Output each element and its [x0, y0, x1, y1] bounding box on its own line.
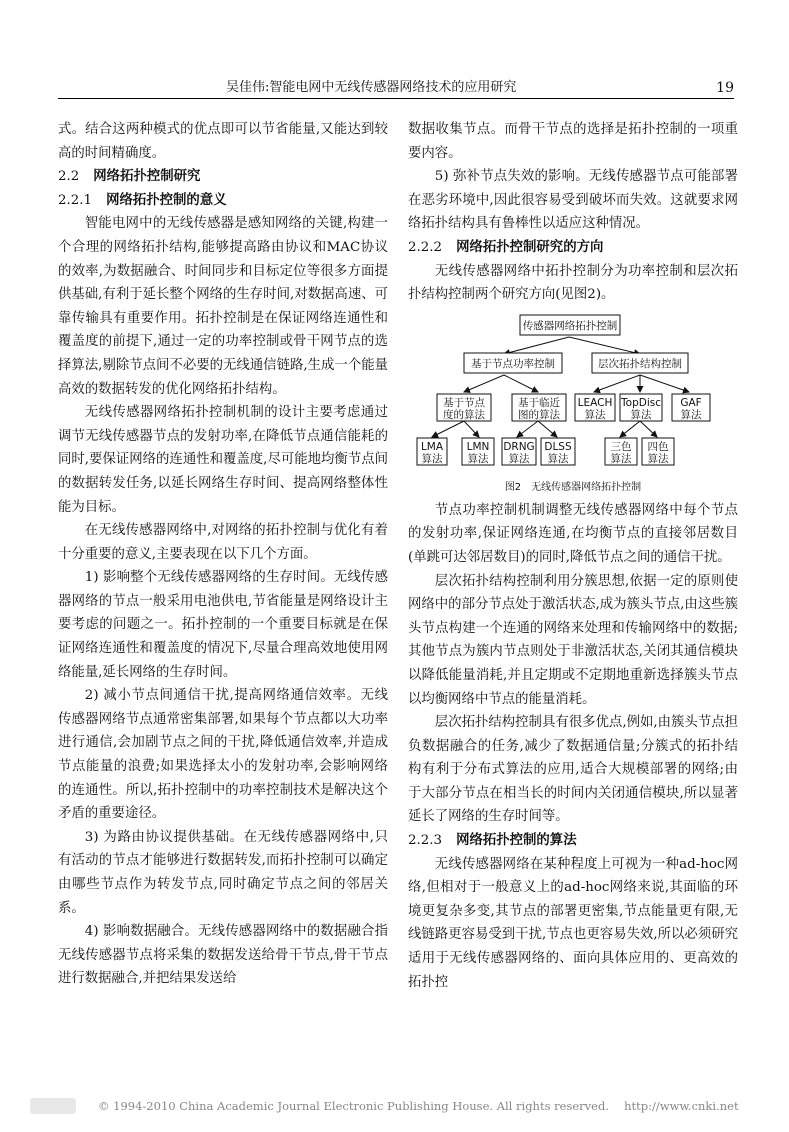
label-leach-2: 算法 [584, 408, 606, 421]
paragraph: 无线传感器网络中拓扑控制分为功率控制和层次拓扑结构控制两个研究方向(见图2)。 [408, 263, 738, 303]
paragraph: 无线传感器网络在某种程度上可视为一种ad-hoc网络,但相对于一般意义上的ad-hoc网络来说,其面临的环境更复杂多变,其节点的部署更密集,节点能量更有限,无线链路更容易受到干扰,节点也更容易失效,所以必须研究适用于无线传感器网络的、面向具体应用的、更高效的拓扑控 [408, 856, 738, 990]
list-item-3: 3) 为路由协议提供基础。在无线传感器网络中,只有活动的节点才能够进行数据转发,而拓扑控制可以确定由哪些节点作为转发节点,同时确定节点之间的邻居关系。 [58, 829, 388, 916]
label-topdisc-1: TopDisc [621, 396, 661, 409]
section-heading-2-2-1: 2.2.1 网络拓扑控制的意义 [58, 192, 227, 208]
paragraph: 无线传感器网络拓扑控制机制的设计主要考虑通过调节无线传感器节点的发射功率,在降低节点通信能耗的同时,要保证网络的连通性和覆盖度,尽可能地均衡节点间的数据转发任务,以延长网络生存时间、提高网络整体性能为目标。 [58, 405, 388, 515]
left-column [58, 118, 388, 991]
paragraph: 层次拓扑结构控制具有很多优点,例如,由簇头节点担负数据融合的任务,减少了数据通信量;分簇式的拓扑结构有利于分布式算法的应用,适合大规模部署的网络;由于大部分节点在相当长的时间内关闭通信模块,所以显著延长了网络的生存时间等。 [408, 715, 738, 825]
label-hierarchy-control: 层次拓扑结构控制 [598, 357, 682, 370]
list-item-4: 4) 影响数据融合。无线传感器网络中的数据融合指无线传感器节点将采集的数据发送给骨干节点,骨干节点进行数据融合,并把结果发送给 [58, 924, 388, 987]
running-title: 吴佳伟:智能电网中无线传感器网络技术的应用研究 [226, 80, 517, 95]
topology-control-tree [408, 309, 738, 481]
paragraph: 智能电网中的无线传感器是感知网络的关键,构建一个合理的网络拓扑结构,能够提高路由协议和MAC协议的效率,为数据融合、时间同步和目标定位等很多方面提供基础,有利于延长整个网络的生存时间,对数据高速、可靠传输具有重要作用。拓扑控制是在保证网络连通性和覆盖度的前提下,通过一定的功率控制或骨干网节点的选择算法,剔除节点间不必要的无线通信链路,生成一个能量高效的数据转发的优化网络拓扑结构。 [58, 216, 388, 397]
label-proximity-1: 基于临近 [518, 396, 560, 409]
section-heading-2-2-3: 2.2.3 网络拓扑控制的算法 [408, 833, 577, 849]
label-three-color-2: 算法 [610, 452, 632, 465]
label-lma-1: LMA [420, 440, 444, 453]
label-root: 传感器网络拓扑控制 [522, 319, 618, 332]
footer [0, 1096, 789, 1120]
paragraph: 节点功率控制机制调整无线传感器网络中每个节点的发射功率,保证网络连通,在均衡节点的直接邻居数目(单跳可达邻居数目)的同时,降低节点之间的通信干扰。 [408, 502, 738, 565]
figure-caption: 图2 无线传感器网络拓扑控制 [504, 481, 642, 493]
label-dlss-1: DLSS [544, 440, 572, 453]
cnki-logo-icon [30, 1098, 76, 1114]
label-degree-2: 度的算法 [443, 408, 485, 421]
label-gaf-1: GAF [680, 396, 702, 409]
label-dlss-2: 算法 [547, 452, 569, 465]
label-leach-1: LEACH [577, 396, 613, 409]
paragraph: 数据收集节点。而骨干节点的选择是拓扑控制的一项重要内容。 [408, 122, 738, 161]
label-lmn-2: 算法 [467, 452, 489, 465]
label-four-color-1: 四色 [647, 440, 669, 453]
label-proximity-2: 图的算法 [518, 408, 560, 421]
label-three-color-1: 三色 [610, 440, 632, 453]
figure-2 [408, 309, 738, 499]
label-lma-2: 算法 [421, 452, 443, 465]
label-topdisc-2: 算法 [630, 408, 652, 421]
list-item-1: 1) 影响整个无线传感器网络的生存时间。无线传感器网络的节点一般采用电池供电,节省能量是网络设计主要考虑的问题之一。拓扑控制的一个重要目标就是在保证网络连通性和覆盖度的情况下,尽量合理高效地使用网络能量,延长网络的生存时间。 [58, 570, 388, 680]
label-power-control: 基于节点功率控制 [471, 357, 555, 370]
list-item-5: 5) 弥补节点失效的影响。无线传感器节点可能部署在恶劣环境中,因此很容易受到破坏而失效。这就要求网络拓扑结构具有鲁棒性以适应这种情况。 [408, 169, 738, 232]
label-drng-1: DRNG [503, 440, 535, 453]
label-lmn-1: LMN [466, 440, 490, 453]
paragraph: 在无线传感器网络中,对网络的拓扑控制与优化有着十分重要的意义,主要表现在以下几个方面。 [58, 523, 388, 562]
copyright-text: © 1994-2010 China Academic Journal Electronic Publishing House. All rights reserved. http://www.cnki.net [98, 1099, 739, 1113]
label-four-color-2: 算法 [647, 452, 669, 465]
running-header [58, 80, 734, 99]
right-column [408, 118, 738, 994]
paragraph: 式。结合这两种模式的优点即可以节省能量,又能达到较高的时间精确度。 [58, 122, 388, 161]
label-drng-2: 算法 [508, 452, 530, 465]
list-item-2: 2) 减小节点间通信干扰,提高网络通信效率。无线传感器网络节点通常密集部署,如果每个节点都以大功率进行通信,会加剧节点之间的干扰,降低通信效率,并造成节点能量的浪费;如果选择太小的发射功率,会影响网络的连通性。所以,拓扑控制中的功率控制技术是解决这个矛盾的重要途径。 [58, 688, 388, 822]
paragraph: 层次拓扑结构控制利用分簇思想,依据一定的原则使网络中的部分节点处于激活状态,成为簇头节点,由这些簇头节点构建一个连通的网络来处理和传输网络中的数据;其他节点为簇内节点则处于非激活状态,关闭其通信模块以降低能量消耗,并且定期或不定期地重新选择簇头节点以均衡网络中节点的能量消耗。 [408, 573, 738, 707]
section-heading-2-2-2: 2.2.2 网络拓扑控制研究的方向 [408, 239, 604, 255]
label-gaf-2: 算法 [680, 408, 702, 421]
page-number: 19 [716, 80, 734, 96]
section-heading-2-2: 2.2 网络拓扑控制研究 [58, 169, 201, 185]
label-degree-1: 基于节点 [443, 396, 485, 409]
